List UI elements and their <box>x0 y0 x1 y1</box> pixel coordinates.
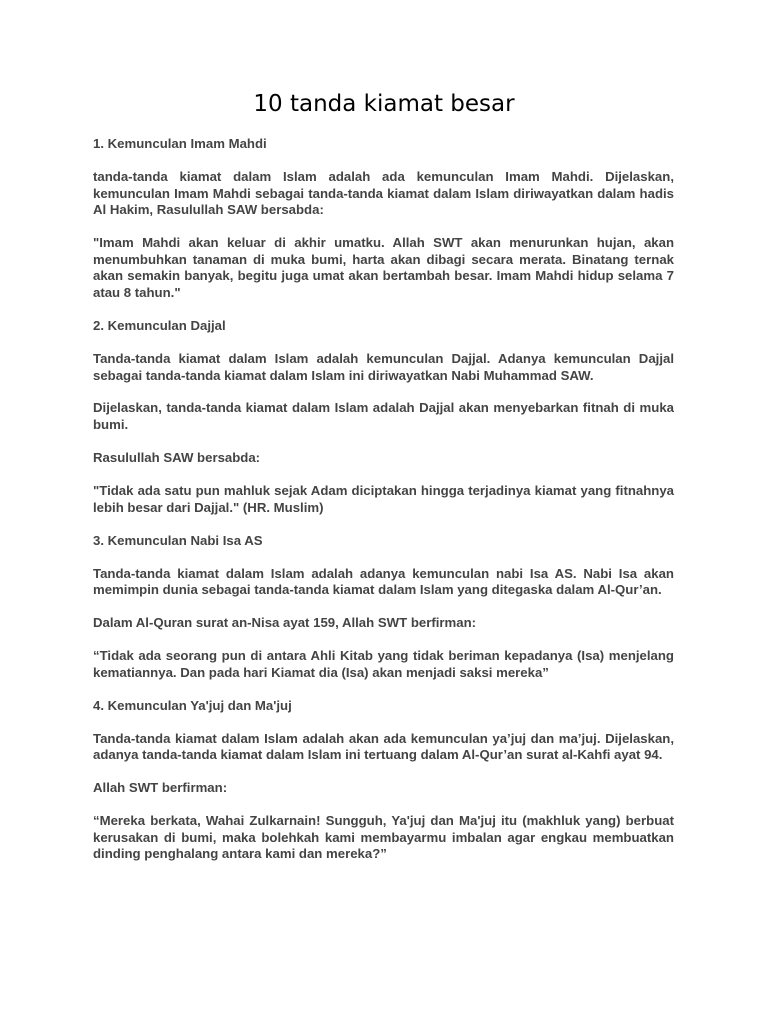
section-heading: 1. Kemunculan Imam Mahdi <box>93 136 267 151</box>
body-paragraph: tanda-tanda kiamat dalam Islam adalah ada kemunculan Imam Mahdi. Dijelaskan, kemunculan Imam Mahdi sebagai tanda-tanda kiamat dalam Islam diriwayatkan dalam hadis Al Hakim, Rasulullah SAW bersabda: <box>93 168 674 218</box>
section-heading: 3. Kemunculan Nabi Isa AS <box>93 532 263 548</box>
body-paragraph: Tanda-tanda kiamat dalam Islam adalah kemunculan Dajjal. Adanya kemunculan Dajjal sebagai tanda-tanda kiamat dalam Islam ini diriwayatkan Nabi Muhammad SAW. <box>93 350 674 383</box>
body-paragraph: Rasulullah SAW bersabda: <box>93 450 261 466</box>
quote-paragraph: “Tidak ada seorang pun di antara Ahli Kitab yang tidak beriman kepadanya (Isa) menjelang kematiannya. Dan pada hari Kiamat dia (Isa) akan menjadi saksi mereka” <box>93 648 674 680</box>
section-heading: 2. Kemunculan Dajjal <box>93 317 226 333</box>
quote-paragraph: "Imam Mahdi akan keluar di akhir umatku. Allah SWT akan menurunkan hujan, akan menumbuhkan tanaman di muka bumi, harta akan dibagi secara merata. Binatang ternak akan semakin banyak, begitu juga umat akan bertambah besar. Imam Mahdi hidup selama 7 atau 8 tahun." <box>93 235 674 300</box>
quote-paragraph: “Mereka berkata, Wahai Zulkarnain! Sungguh, Ya'juj dan Ma'juj itu (makhluk yang) berbuat kerusakan di bumi, maka bolehkah kami membayarmu imbalan agar engkau membuatkan dinding penghalang antara kami dan mereka?” <box>93 813 674 862</box>
document-body <box>93 136 674 879</box>
body-paragraph: Dalam Al-Quran surat an-Nisa ayat 159, Allah SWT berfirman: <box>93 615 477 631</box>
body-paragraph: Allah SWT berfirman: <box>93 780 228 796</box>
body-paragraph: Tanda-tanda kiamat dalam Islam adalah adanya kemunculan nabi Isa AS. Nabi Isa akan memimpin dunia sebagai tanda-tanda kiamat dalam Islam yang ditegaska dalam Al-Qur’an. <box>93 565 674 598</box>
body-paragraph: Tanda-tanda kiamat dalam Islam adalah akan ada kemunculan ya’juj dan ma’juj. Dijelaskan, adanya tanda-tanda kiamat dalam Islam ini tertuang dalam Al-Qur’an surat al-Kahfi ayat 94. <box>93 730 674 763</box>
page-title: 10 tanda kiamat besar <box>253 91 515 117</box>
body-paragraph: Dijelaskan, tanda-tanda kiamat dalam Islam adalah Dajjal akan menyebarkan fitnah di muka bumi. <box>93 400 674 433</box>
section-heading: 4. Kemunculan Ya'juj dan Ma'juj <box>93 697 292 713</box>
quote-paragraph: "Tidak ada satu pun mahluk sejak Adam diciptakan hingga terjadinya kiamat yang fitnahnya lebih besar dari Dajjal." (HR. Muslim) <box>93 483 674 515</box>
